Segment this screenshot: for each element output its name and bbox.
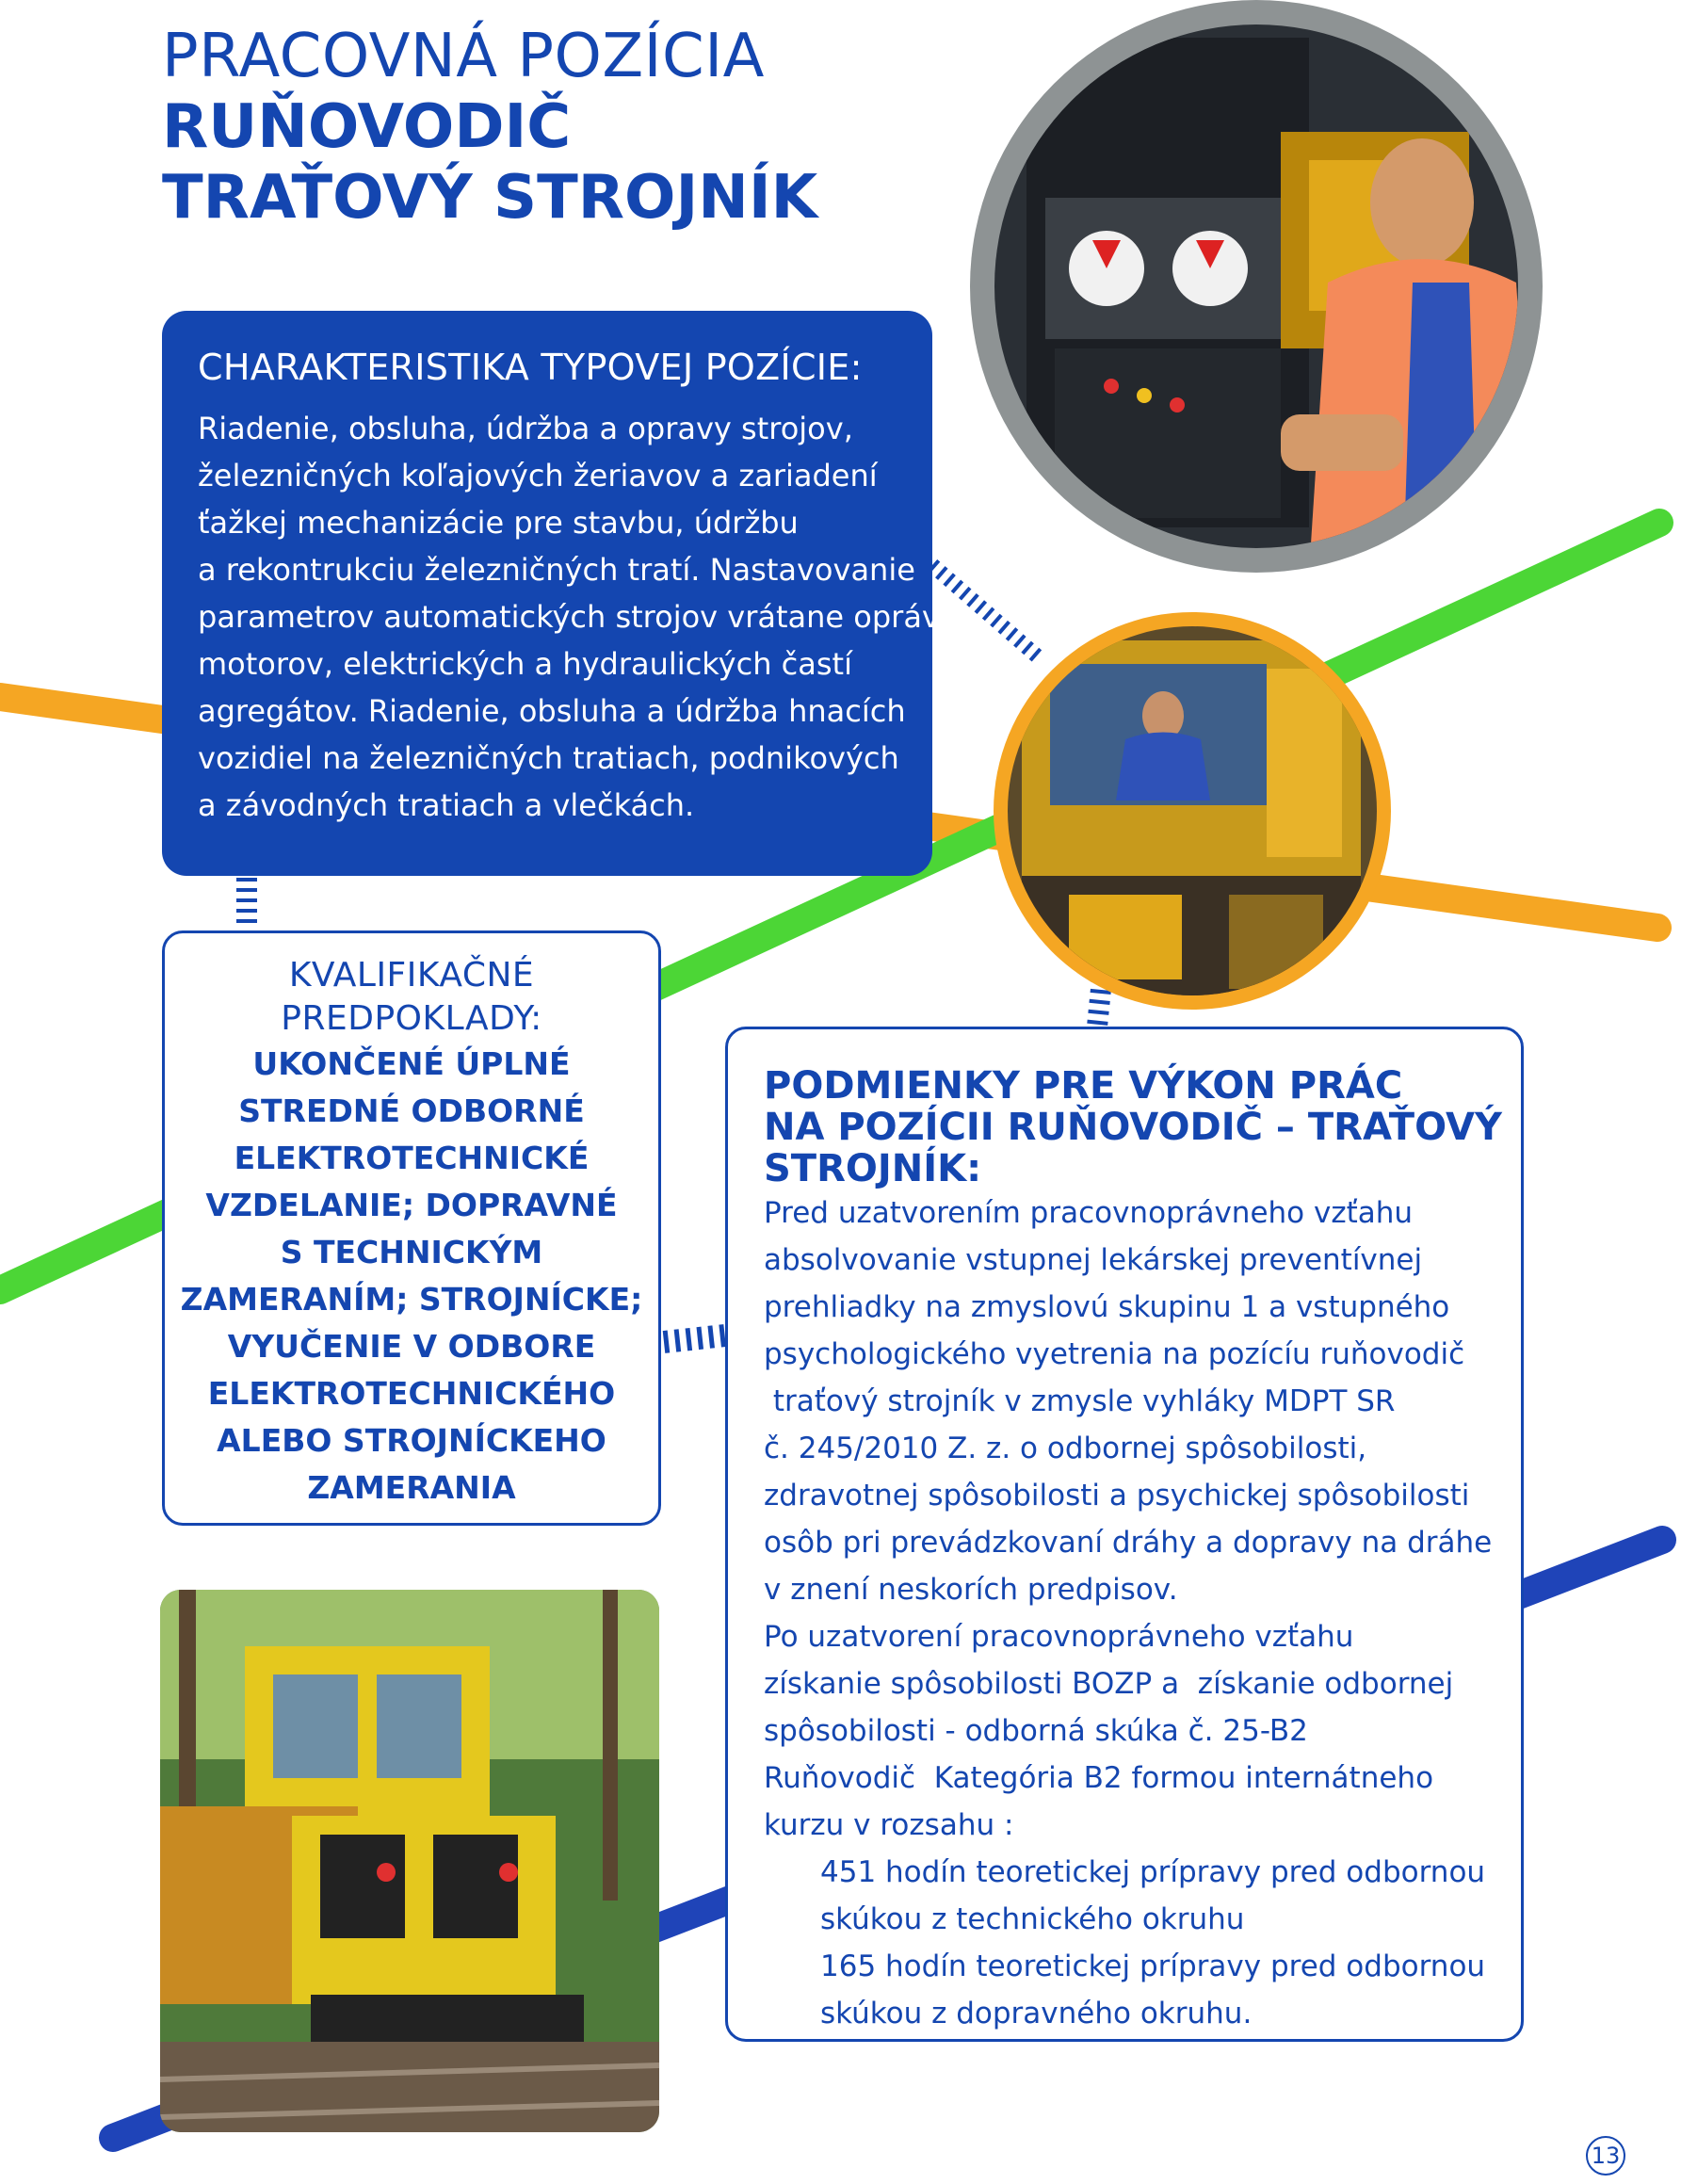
conditions-line: Pred uzatvorením pracovnoprávneho vzťahu bbox=[764, 1196, 1414, 1230]
conditions-line: kurzu v rozsahu : bbox=[764, 1808, 1014, 1842]
conditions-line: získanie spôsobilosti BOZP a získanie odbornej bbox=[764, 1667, 1454, 1701]
conditions-line: v znení neskorích predpisov. bbox=[764, 1573, 1178, 1607]
photo-machine-cab bbox=[994, 612, 1391, 1010]
dashed-connector-top bbox=[932, 565, 1041, 659]
characteristics-line: motorov, elektrických a hydraulických častí bbox=[198, 646, 852, 682]
qualifications-line: UKONČENÉ ÚPLNÉ bbox=[252, 1045, 571, 1082]
qualifications-line: VZDELANIE; DOPRAVNÉ bbox=[205, 1187, 618, 1223]
page-number: 13 bbox=[1586, 2136, 1625, 2176]
title-line-2: RUŇOVODIČ bbox=[162, 91, 572, 162]
qualifications-line: ELEKTROTECHNICKÉ bbox=[234, 1140, 590, 1176]
conditions-line: zdravotnej spôsobilosti a psychickej spôsobilosti bbox=[764, 1479, 1470, 1513]
rail-machine-photo-art bbox=[160, 1590, 659, 2132]
characteristics-line: Riadenie, obsluha, údržba a opravy strojov, bbox=[198, 411, 853, 446]
qualifications-line: ALEBO STROJNÍCKEHO bbox=[217, 1422, 606, 1459]
characteristics-heading: CHARAKTERISTIKA TYPOVEJ POZÍCIE: bbox=[198, 347, 863, 388]
conditions-heading-line: STROJNÍK: bbox=[764, 1147, 982, 1190]
conditions-line: spôsobilosti - odborná skúka č. 25-B2 bbox=[764, 1714, 1308, 1748]
characteristics-line: vozidiel na železničných tratiach, podnikových bbox=[198, 740, 899, 776]
qualifications-heading-line: KVALIFIKAČNÉ bbox=[288, 956, 535, 995]
qualifications-heading-line: PREDPOKLADY: bbox=[281, 999, 542, 1038]
conditions-indented-line: skúkou z dopravného okruhu. bbox=[820, 1997, 1253, 2030]
characteristics-line: železničných koľajových žeriavov a zariadení bbox=[198, 458, 878, 493]
qualifications-line: ZAMERANIA bbox=[307, 1469, 516, 1506]
conditions-line: Ruňovodič Kategória B2 formou internátneho bbox=[764, 1761, 1434, 1795]
conditions-line: Po uzatvorení pracovnoprávneho vzťahu bbox=[764, 1620, 1354, 1654]
conditions-line: č. 245/2010 Z. z. o odbornej spôsobilosti, bbox=[764, 1432, 1367, 1465]
characteristics-line: parametrov automatických strojov vrátane opráv bbox=[198, 599, 940, 635]
conditions-line: prehliadky na zmyslovú skupinu 1 a vstupného bbox=[764, 1290, 1450, 1324]
photo-operator-control-panel bbox=[970, 0, 1543, 573]
characteristics-line: a rekontrukciu železničných tratí. Nastavovanie bbox=[198, 552, 915, 588]
title-line-1: PRACOVNÁ POZÍCIA bbox=[162, 22, 765, 91]
conditions-line: osôb pri prevádzkovaní dráhy a dopravy na dráhe bbox=[764, 1526, 1493, 1560]
qualifications-line: S TECHNICKÝM bbox=[280, 1234, 543, 1270]
conditions-line: absolvovanie vstupnej lekárskej preventívnej bbox=[764, 1243, 1423, 1277]
characteristics-line: a závodných tratiach a vlečkách. bbox=[198, 787, 695, 823]
characteristics-line: agregátov. Riadenie, obsluha a údržba hnacích bbox=[198, 693, 906, 729]
conditions-box bbox=[725, 1027, 1524, 2042]
cab-photo-art bbox=[994, 612, 1391, 1010]
qualifications-line: ZAMERANÍM; STROJNÍCKE; bbox=[180, 1281, 643, 1318]
qualifications-box bbox=[162, 930, 661, 1526]
conditions-indented-line: skúkou z technického okruhu bbox=[820, 1902, 1245, 1936]
qualifications-line: VYUČENIE V ODBORE bbox=[227, 1328, 596, 1365]
conditions-indented-line: 451 hodín teoretickej prípravy pred odbornou bbox=[820, 1855, 1486, 1889]
title-line-3: TRAŤOVÝ STROJNÍK bbox=[162, 162, 818, 233]
conditions-line: traťový strojník v zmysle vyhláky MDPT SR bbox=[764, 1384, 1396, 1418]
characteristics-line: ťažkej mechanizácie pre stavbu, údržbu bbox=[198, 505, 799, 541]
conditions-heading-line: PODMIENKY PRE VÝKON PRÁC bbox=[764, 1064, 1403, 1108]
operator-photo-art bbox=[970, 0, 1543, 573]
dashed-connector-mid bbox=[664, 1335, 725, 1342]
conditions-line: psychologického vyetrenia na pozícíu ruňovodič bbox=[764, 1337, 1465, 1371]
characteristics-box bbox=[162, 311, 940, 876]
photo-rail-machine bbox=[160, 1590, 659, 2132]
conditions-indented-line: 165 hodín teoretickej prípravy pred odbornou bbox=[820, 1949, 1486, 1983]
conditions-heading-line: NA POZÍCII RUŇOVODIČ – TRAŤOVÝ bbox=[764, 1106, 1502, 1149]
qualifications-line: STREDNÉ ODBORNÉ bbox=[238, 1092, 585, 1129]
page-title bbox=[162, 21, 934, 234]
qualifications-line: ELEKTROTECHNICKÉHO bbox=[207, 1375, 616, 1412]
